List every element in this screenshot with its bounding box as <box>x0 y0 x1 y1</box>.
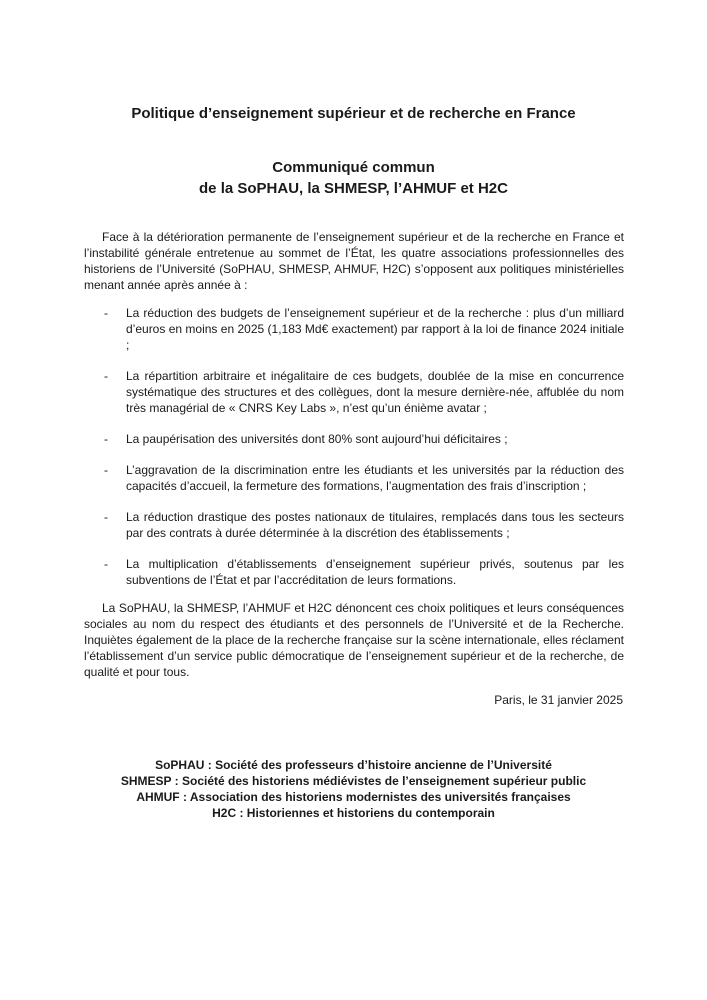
intro-paragraph: Face à la détérioration permanente de l’enseignement supérieur et de la recherche en France et l’instabilité générale entretenue au sommet de l’État, les quatre associations professionnelles des historiens de l’Université (SoPHAU, SHMESP, AHMUF, H2C) s’opposent aux politiques ministérielles menant année après année à : <box>84 230 624 292</box>
date-line: Paris, le 31 janvier 2025 <box>494 693 623 707</box>
legend-line-ahmuf: AHMUF : Association des historiens modernistes des universités françaises <box>136 790 571 804</box>
bullet-dash: - <box>104 306 108 320</box>
bullet-dash: - <box>104 557 108 571</box>
list-item-text: L’aggravation de la discrimination entre les étudiants et les universités par la réduction des capacités d’accueil, la fermeture des formations, l’augmentation des frais d’inscription ; <box>126 463 624 493</box>
list-item <box>84 509 624 541</box>
list-item-text: La paupérisation des universités dont 80% sont aujourd’hui déficitaires ; <box>126 432 508 446</box>
list-item <box>84 431 624 447</box>
grievance-list <box>84 305 624 588</box>
bullet-dash: - <box>104 369 108 383</box>
association-legend <box>0 757 707 821</box>
list-item <box>84 368 624 416</box>
document-title: Politique d’enseignement supérieur et de recherche en France <box>131 105 576 122</box>
bullet-dash: - <box>104 432 108 446</box>
legend-line-h2c: H2C : Historiennes et historiens du contemporain <box>212 806 495 820</box>
subtitle-line-1: Communiqué commun <box>272 159 435 176</box>
list-item <box>84 305 624 353</box>
document-subtitle <box>0 157 707 199</box>
list-item-text: La répartition arbitraire et inégalitaire de ces budgets, doublée de la mise en concurrence systématique des structures et des collègues, dont la mesure dernière-née, affublée du nom très managérial de « CNRS Key Labs », n’est qu’un énième avatar ; <box>126 369 624 415</box>
bullet-dash: - <box>104 463 108 477</box>
legend-line-shmesp: SHMESP : Société des historiens médiévistes de l’enseignement supérieur public <box>120 774 587 788</box>
list-item <box>84 462 624 494</box>
subtitle-line-2: de la SoPHAU, la SHMESP, l’AHMUF et H2C <box>199 180 508 197</box>
document-body <box>84 229 624 680</box>
legend-line-sophau: SoPHAU : Société des professeurs d’histoire ancienne de l’Université <box>155 758 552 772</box>
list-item-text: La réduction des budgets de l’enseignement supérieur et de la recherche : plus d’un milliard d’euros en moins en 2025 (1,183 Md€ exactement) par rapport à la loi de finance 2024 initiale ; <box>126 306 624 352</box>
conclusion-paragraph: La SoPHAU, la SHMESP, l’AHMUF et H2C dénoncent ces choix politiques et leurs conséquences sociales au nom du respect des étudiants et des personnels de l’Université et de la Recherche. Inquiètes également de la place de la recherche française sur la scène internationale, elles réclament l’établissement d’un service public démocratique de l’enseignement supérieur et de la recherche, de qualité et pour tous. <box>84 601 624 679</box>
list-item-text: La multiplication d’établissements d’enseignement supérieur privés, soutenus par les subventions de l’État et par l’accréditation de leurs formations. <box>126 557 624 587</box>
list-item-text: La réduction drastique des postes nationaux de titulaires, remplacés dans tous les secteurs par des contrats à durée déterminée à la discrétion des établissements ; <box>126 510 624 540</box>
list-item <box>84 556 624 588</box>
bullet-dash: - <box>104 510 108 524</box>
